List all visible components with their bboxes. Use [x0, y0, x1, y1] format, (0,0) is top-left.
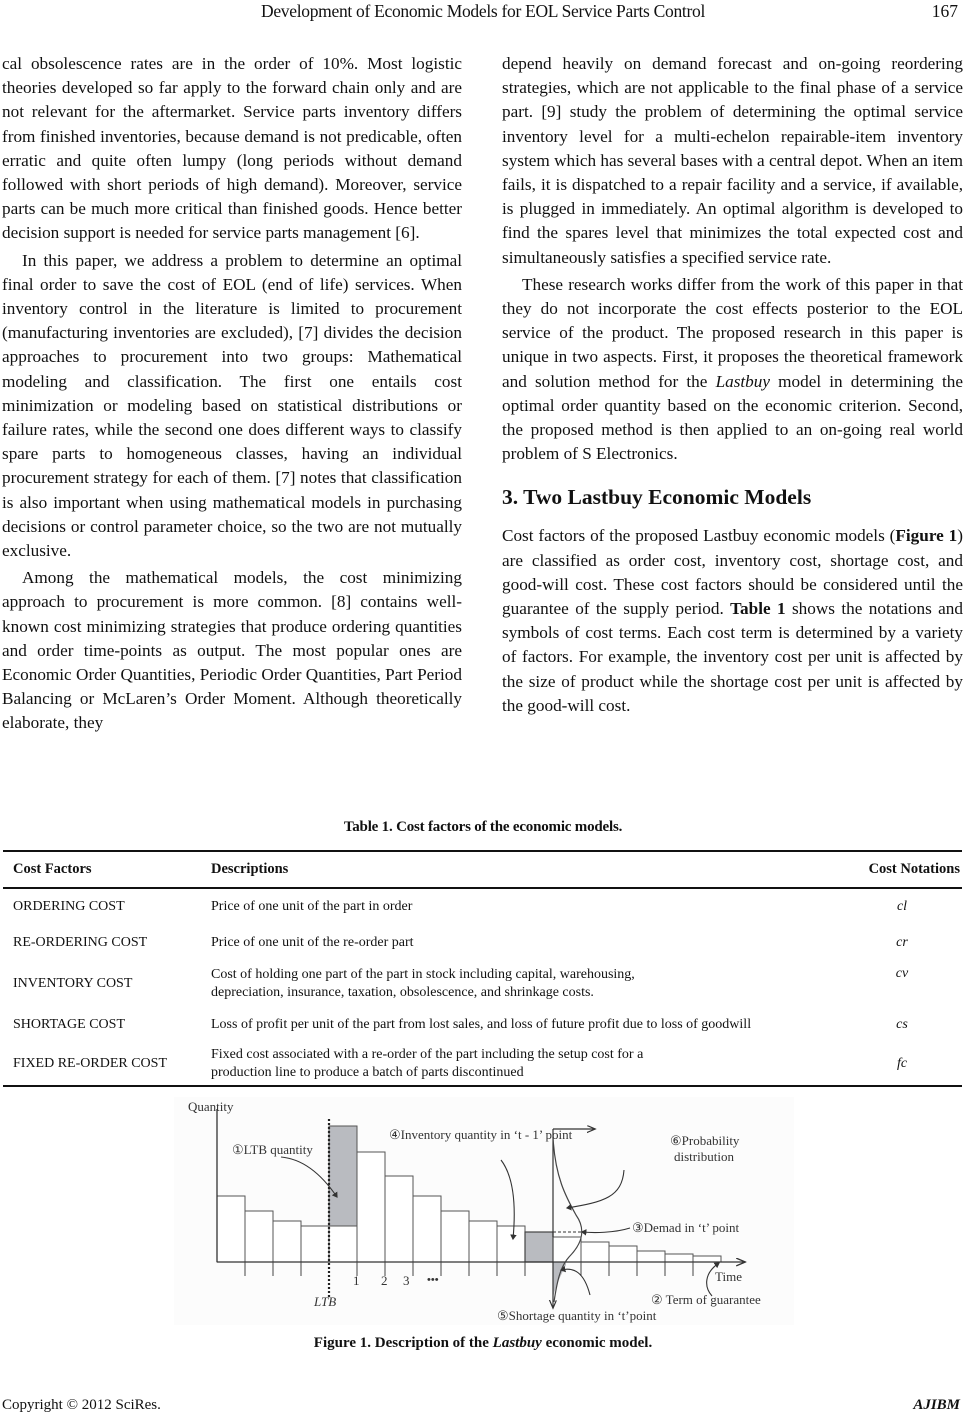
table-caption: Table 1. Cost factors of the economic models.	[343, 819, 623, 835]
tick-label-1: 1	[353, 1273, 360, 1288]
table-row	[3, 1043, 962, 1086]
right-column	[502, 52, 963, 718]
description: Cost of holding one part of the part in stock including capital, warehousing, depreciation, insurance, taxation, obsolescence, and shrinkage costs.	[211, 967, 635, 1000]
shortage-label: ⑤Shortage quantity in ‘t’point	[497, 1308, 657, 1323]
tick-label-2: 2	[381, 1273, 388, 1288]
copyright-footer: Copyright © 2012 SciRes.	[2, 1397, 161, 1413]
header-cost-notations: Cost Notations	[832, 851, 962, 888]
table-row	[3, 961, 962, 1007]
notation: cv	[895, 966, 909, 981]
table-row	[3, 925, 962, 961]
cost-factor: INVENTORY COST	[13, 976, 133, 991]
paragraph: depend heavily on demand forecast and on-going reordering strategies, which are not applicable to the final phase of a service part. [9] study the problem of determining the optimal service inventory level for a multi-echelon repairable-item inventory system which has several bases with a central depot. When an item fails, it is dispatched to a repair facility and a service, if available, is plugged in immediately. An optimal algorithm is developed to find the spares level that minimizes the total expected cost and simultaneously satisfies a specified service rate.	[502, 54, 963, 267]
cost-factors-table	[3, 850, 962, 1087]
paragraph: cal obsolescence rates are in the order of 10%. Most logistic theories developed so far apply to the forward chain only and are not relevant for the aftermarket. Service parts inventory differs from finished inventories, because demand is not predicable, often erratic and quite often lumpy (long periods without demand followed with short periods of high demand). Moreover, service parts can be much more critical than finished goods. Hence better decision support is needed for service parts management [6].	[2, 54, 462, 243]
section-heading: 3. Two Lastbuy Economic Models	[502, 485, 812, 510]
table-row	[3, 1007, 962, 1043]
notation: cr	[896, 935, 908, 950]
tick-ellipsis: •••	[427, 1274, 439, 1286]
ltb-quantity-label: ①LTB quantity	[232, 1142, 313, 1157]
inventory-t-minus-1-bar	[525, 1232, 553, 1262]
probability-label-1: ⑥Probability	[670, 1133, 740, 1148]
figure-caption: Figure 1. Description of the Lastbuy economic model.	[313, 1335, 653, 1351]
description: Price of one unit of the part in order	[211, 899, 413, 914]
header-descriptions: Descriptions	[201, 851, 832, 888]
paragraph: Cost factors of the proposed Lastbuy economic models (Figure 1) are classified as order cost, inventory cost, shortage cost, and good-will cost. These cost factors should be considered until the guarantee of the supply period. Table 1 shows the notations and symbols of cost terms. Each cost term is determined by a variety of factors. For example, the inventory cost per unit is affected by the size of product while the shortage cost per unit is affected by the good-will cost.	[502, 526, 963, 715]
notation: cs	[896, 1017, 908, 1032]
cost-factor: FIXED RE-ORDER COST	[3, 1043, 201, 1086]
page-number: 167	[931, 1, 958, 21]
guarantee-label: ② Term of guarantee	[651, 1292, 761, 1307]
table-reference-link[interactable]: Table 1	[730, 599, 786, 619]
description: Loss of profit per unit of the part from lost sales, and loss of future profit due to loss of goodwill	[211, 1017, 752, 1032]
cost-factor: RE-ORDERING COST	[13, 935, 148, 950]
header-cost-factors: Cost Factors	[3, 851, 201, 888]
cost-factor: ORDERING COST	[13, 899, 125, 914]
demand-label: ③Demad in ‘t’ point	[632, 1220, 740, 1235]
paragraph: Among the mathematical models, the cost minimizing approach to procurement is more common. [8] contains well-known cost minimizing strategies that produce ordering quantities and order time-points as output. The most popular ones are Economic Order Quantities, Periodic Order Quantities, Part Period Balancing or McLaren’s Order Moment. Although theoretically elaborate, they	[2, 568, 462, 733]
figure-reference-link[interactable]: Figure 1	[895, 526, 958, 546]
running-header	[0, 0, 966, 24]
table-header-row	[3, 851, 962, 888]
paragraph: These research works differ from the work of this paper in that they do not incorporate the cost effects posterior to the EOL service of the product. The proposed research in this paper is unique in two aspects. First, it proposes the theoretical framework and solution method for the Lastbuy model in determining the optimal order quantity based on the economic criterion. Second, the proposed method is then applied to an on-going real world problem of S Electronics.	[502, 274, 963, 464]
probability-label-2: distribution	[674, 1149, 734, 1164]
tick-label-3: 3	[403, 1273, 410, 1288]
notation: cl	[896, 899, 908, 914]
lastbuy-diagram	[174, 1097, 794, 1325]
notation: fc	[832, 1043, 962, 1086]
cost-factor: SHORTAGE COST	[13, 1017, 125, 1032]
paragraph: In this paper, we address a problem to determine an optimal final order to save the cost of EOL (end of life) services. When inventory control in the literature is limited to procurement (manufacturing inventories are excluded), [7] divides the decision approaches to procurement into two groups: Mathematical modeling and classification. The first one entails cost minimization or modeling based on statistical distributions or failure rates, while the second one does different ways to classify spare parts to homogeneous classes, having an individual procurement strategy for each of them. [7] notes that classification is also important when using mathematical models in purchasing decisions or control parameter choice, so the two are not mutually exclusive.	[2, 250, 462, 561]
journal-abbrev: AJIBM	[913, 1397, 960, 1413]
inventory-label: ④Inventory quantity in ‘t - 1’ point	[389, 1127, 573, 1142]
ltb-quantity-bar	[329, 1126, 357, 1226]
lastbuy-model-figure	[174, 1097, 794, 1325]
x-axis-label: Time	[715, 1269, 742, 1284]
running-title: Development of Economic Models for EOL Service Parts Control	[260, 1, 706, 21]
left-column	[2, 52, 462, 736]
ltb-label: LTB	[314, 1294, 337, 1309]
table-row	[3, 888, 962, 925]
y-axis-label: Quantity	[188, 1099, 234, 1114]
description: Fixed cost associated with a re-order of the part including the setup cost for a production line to produce a batch of parts discontinued	[201, 1043, 832, 1086]
description: Price of one unit of the re-order part	[211, 935, 414, 950]
lastbuy-italic: Lastbuy	[715, 371, 770, 391]
